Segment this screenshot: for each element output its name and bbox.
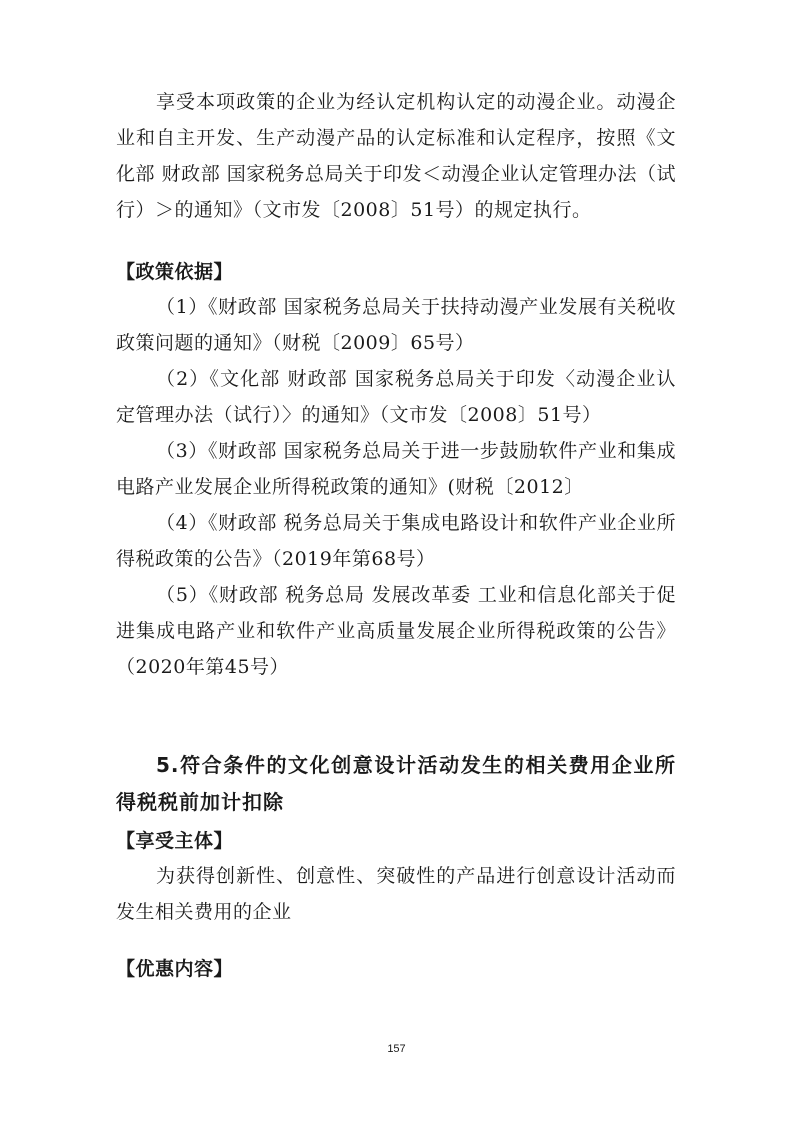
- beneficiary-text: 为获得创新性、创意性、突破性的产品进行创意设计活动而发生相关费用的企业: [116, 865, 676, 923]
- policy-item-3: （3）《财政部 国家税务总局关于进一步鼓励软件产业和集成电路产业发展企业所得税政策的通知》(财税〔2012〕: [116, 440, 676, 498]
- policy-item-5: （5）《财政部 税务总局 发展改革委 工业和信息化部关于促进集成电路产业和软件产业高质量发展企业所得税政策的公告》（2020年第45号）: [116, 584, 676, 678]
- beneficiary-heading: 【享受主体】: [116, 830, 234, 852]
- policy-item-4: （4）《财政部 税务总局关于集成电路设计和软件产业企业所得税政策的公告》（2019年第68号）: [116, 512, 676, 570]
- intro-paragraph: 享受本项政策的企业为经认定机构认定的动漫企业。动漫企业和自主开发、生产动漫产品的认定标准和认定程序，按照《文化部 财政部 国家税务总局关于印发＜动漫企业认定管理办法（试行）＞的通知》（文市发〔2008〕51号）的规定执行。: [116, 91, 676, 221]
- section-5-title: 5.符合条件的文化创意设计活动发生的相关费用企业所得税税前加计扣除: [116, 753, 676, 814]
- policy-basis-heading: 【政策依据】: [116, 261, 234, 283]
- policy-item-1: （1）《财政部 国家税务总局关于扶持动漫产业发展有关税收政策问题的通知》（财税〔2009〕65号）: [116, 296, 676, 354]
- page-number: 157: [387, 1043, 406, 1055]
- benefit-heading: 【优惠内容】: [116, 958, 234, 980]
- policy-item-2: （2）《文化部 财政部 国家税务总局关于印发〈动漫企业认定管理办法（试行）〉的通知》（文市发〔2008〕51号）: [116, 368, 676, 426]
